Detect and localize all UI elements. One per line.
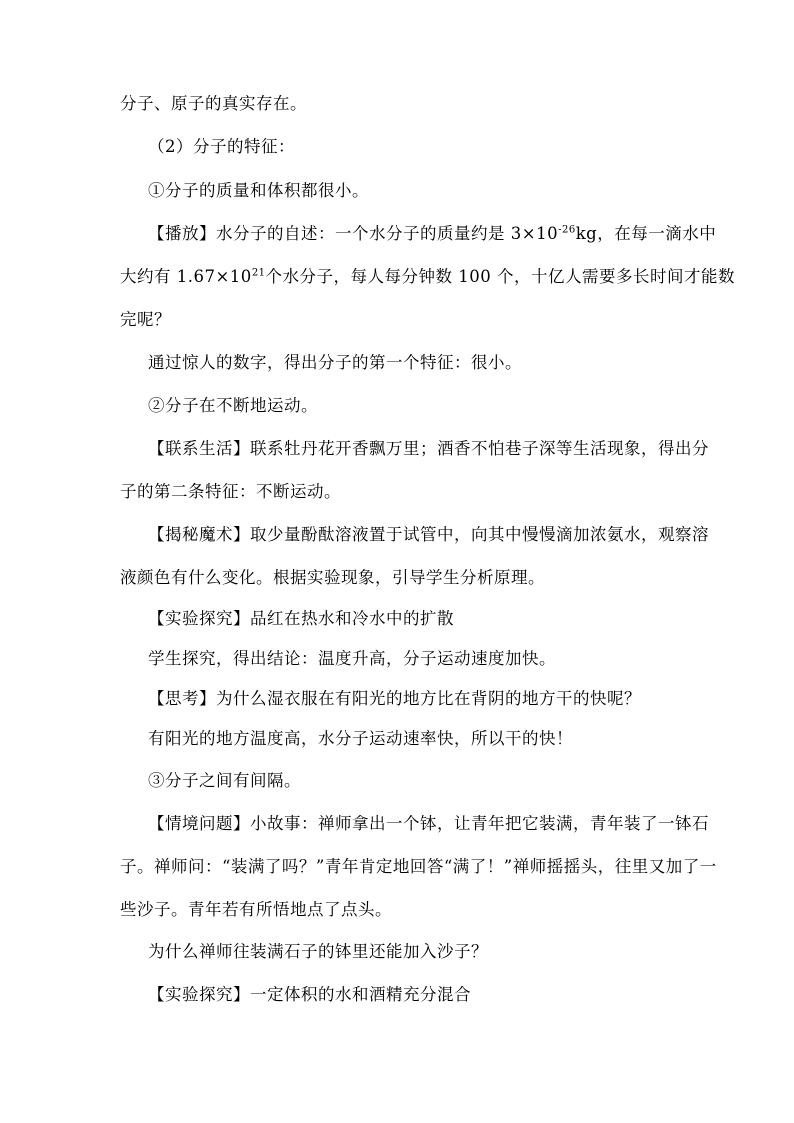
text-span: kg，在每一滴水中 — [575, 224, 717, 243]
paragraph-line: 些沙子。青年若有所悟地点了点头。 — [120, 900, 392, 919]
subheading-1: ①分子的质量和体积都很小。 — [148, 181, 369, 200]
paragraph-line: 分子、原子的真实存在。 — [120, 94, 307, 113]
subheading-2: ②分子在不断地运动。 — [148, 396, 318, 415]
text-span: 个水分子，每人每分钟数 100 个，十亿人需要多长时间才能数 — [265, 267, 736, 286]
paragraph-line: 液颜色有什么变化。根据实验现象，引导学生分析原理。 — [120, 568, 545, 587]
text-span: 【播放】水分子的自述：一个水分子的质量约是 3×10 — [148, 224, 559, 243]
paragraph-line: 完呢？ — [120, 310, 171, 329]
exponent: 21 — [251, 267, 266, 279]
paragraph-line — [148, 223, 716, 245]
paragraph-line: 【揭秘魔术】取少量酚酞溶液置于试管中，向其中慢慢滴加浓氨水，观察溶 — [148, 525, 709, 544]
paragraph-line: 通过惊人的数字，得出分子的第一个特征：很小。 — [148, 353, 522, 372]
paragraph-line: 有阳光的地方温度高，水分子运动速率快，所以干的快！ — [148, 729, 573, 748]
paragraph-line: 子的第二条特征：不断运动。 — [120, 482, 341, 501]
paragraph-line: 【实验探究】一定体积的水和酒精充分混合 — [148, 985, 471, 1004]
subheading-3: ③分子之间有间隔。 — [148, 771, 301, 790]
paragraph-line: 【情境问题】小故事：禅师拿出一个钵，让青年把它装满，青年装了一钵石 — [148, 814, 709, 833]
paragraph-line — [120, 266, 735, 288]
text-span: 大约有 1.67×10 — [120, 267, 252, 286]
paragraph-line: 子。禅师问：“装满了吗？”青年肯定地回答“满了！”禅师摇摇头，往里又加了一 — [120, 857, 717, 876]
section-heading: （2）分子的特征： — [148, 137, 295, 156]
paragraph-line: 学生探究，得出结论：温度升高，分子运动速度加快。 — [148, 649, 556, 668]
exponent: -26 — [558, 224, 576, 236]
paragraph-line: 【联系生活】联系牡丹花开香飘万里；酒香不怕巷子深等生活现象，得出分 — [148, 439, 709, 458]
paragraph-line: 【思考】为什么湿衣服在有阳光的地方比在背阴的地方干的快呢？ — [148, 689, 641, 708]
paragraph-line: 为什么禅师往装满石子的钵里还能加入沙子？ — [148, 942, 488, 961]
paragraph-line: 【实验探究】品红在热水和冷水中的扩散 — [148, 609, 454, 628]
